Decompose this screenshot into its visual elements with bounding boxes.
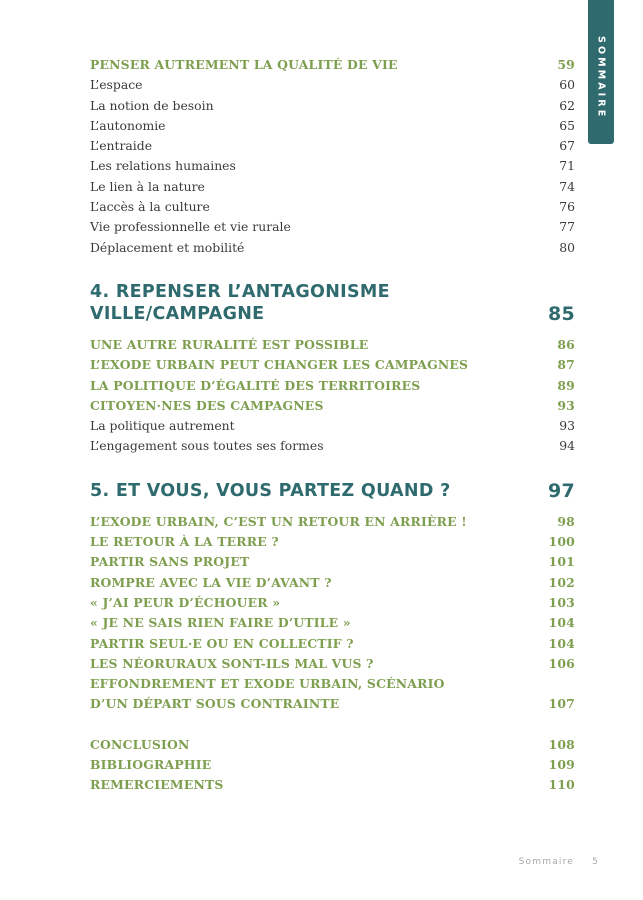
toc-entry-page: 102 <box>548 574 575 590</box>
spacer <box>90 715 575 735</box>
toc-entry[interactable] <box>90 75 575 95</box>
spacer <box>90 325 575 335</box>
toc-entry-label: L’EXODE URBAIN PEUT CHANGER LES CAMPAGNES <box>90 357 469 373</box>
toc-entry-label: CONCLUSION <box>90 736 190 752</box>
toc-entry-page: 93 <box>559 418 575 434</box>
toc-entry[interactable] <box>90 136 575 156</box>
toc-entry[interactable] <box>90 376 575 396</box>
toc-entry[interactable] <box>90 735 575 755</box>
footer-section-name: Sommaire <box>518 857 575 867</box>
toc-entry-label: ROMPRE AVEC LA VIE D’AVANT ? <box>90 574 332 590</box>
toc-entry[interactable] <box>90 416 575 436</box>
toc-entry-page: 76 <box>559 199 575 215</box>
toc-entry[interactable] <box>90 96 575 116</box>
toc-entry-page: 59 <box>557 57 575 72</box>
toc-entry-label-line: D’UN DÉPART SOUS CONTRAINTE <box>90 696 340 712</box>
chapter-title-line: 4. REPENSER L’ANTAGONISME <box>90 281 390 302</box>
toc-entry[interactable] <box>90 755 575 775</box>
toc-entry-label: BIBLIOGRAPHIE <box>90 757 212 773</box>
toc-entry[interactable] <box>90 436 575 456</box>
toc-entry[interactable] <box>90 512 575 532</box>
spacer <box>90 457 575 480</box>
toc-entry-label: La notion de besoin <box>90 97 214 113</box>
toc-entry[interactable] <box>90 634 575 654</box>
toc-entry-label: LA POLITIQUE D’ÉGALITÉ DES TERRITOIRES <box>90 377 421 393</box>
toc-entry-page: 80 <box>559 239 575 255</box>
toc-entry-page: 77 <box>559 219 575 235</box>
toc-entry-label <box>90 674 537 715</box>
toc-entry-heading[interactable] <box>90 55 575 75</box>
toc-entry-label: « J’AI PEUR D’ÉCHOUER » <box>90 594 281 610</box>
toc-entry-label: CITOYEN·NES DES CAMPAGNES <box>90 397 324 413</box>
toc-entry-label: La politique autrement <box>90 418 235 434</box>
toc-entry[interactable] <box>90 532 575 552</box>
toc-entry-multiline[interactable] <box>90 674 575 715</box>
toc-entry[interactable] <box>90 552 575 572</box>
toc-entry-label: PENSER AUTREMENT LA QUALITÉ DE VIE <box>90 57 398 72</box>
toc-entry[interactable] <box>90 116 575 136</box>
toc-entry-label: LES NÉORURAUX SONT-ILS MAL VUS ? <box>90 655 374 671</box>
toc-entry-label: UNE AUTRE RURALITÉ EST POSSIBLE <box>90 336 369 352</box>
toc-entry[interactable] <box>90 613 575 633</box>
toc-entry-page: 67 <box>559 138 575 154</box>
section-back-matter <box>90 735 575 796</box>
toc-entry-page: 101 <box>548 554 575 570</box>
toc-entry-label: PARTIR SEUL·E OU EN COLLECTIF ? <box>90 635 354 651</box>
chapter-title <box>90 480 451 502</box>
toc-entry-label: L’entraide <box>90 138 153 154</box>
section-qualite-de-vie <box>90 55 575 258</box>
section-chapter-5 <box>90 512 575 715</box>
toc-entry-page: 106 <box>548 655 575 671</box>
toc-entry[interactable] <box>90 775 575 795</box>
toc-entry-label: PARTIR SANS PROJET <box>90 554 250 570</box>
spacer <box>90 502 575 512</box>
toc-entry-page: 103 <box>548 594 575 610</box>
section-chapter-4 <box>90 335 575 457</box>
toc-entry-label: L’espace <box>90 77 143 93</box>
toc-entry-label-line: EFFONDREMENT ET EXODE URBAIN, SCÉNARIO <box>90 676 445 692</box>
toc-entry-label: L’engagement sous toutes ses formes <box>90 438 324 454</box>
toc-entry-page: 104 <box>548 615 575 631</box>
toc-entry[interactable] <box>90 654 575 674</box>
toc-entry-label: L’EXODE URBAIN, C’EST UN RETOUR EN ARRIÈRE ! <box>90 513 467 529</box>
toc-entry[interactable] <box>90 335 575 355</box>
toc-entry-page: 98 <box>557 513 575 529</box>
toc-entry-label: REMERCIEMENTS <box>90 777 224 793</box>
sommaire-side-tab[interactable] <box>588 0 614 144</box>
toc-entry-label: L’autonomie <box>90 117 166 133</box>
toc-entry-label: Les relations humaines <box>90 158 236 174</box>
chapter-page: 97 <box>547 479 575 502</box>
toc-entry[interactable] <box>90 238 575 258</box>
chapter-title-line: 5. ET VOUS, VOUS PARTEZ QUAND ? <box>90 480 451 501</box>
page-footer <box>519 857 599 867</box>
toc-entry-page: 93 <box>557 397 575 413</box>
toc-entry-page: 62 <box>559 97 575 113</box>
toc-entry[interactable] <box>90 156 575 176</box>
toc-entry[interactable] <box>90 593 575 613</box>
toc-entry-label: « JE NE SAIS RIEN FAIRE D’UTILE » <box>90 615 351 631</box>
toc-entry-page: 109 <box>548 757 575 773</box>
toc-entry[interactable] <box>90 573 575 593</box>
toc-entry[interactable] <box>90 197 575 217</box>
toc-entry-page: 108 <box>548 736 575 752</box>
toc-entry[interactable] <box>90 177 575 197</box>
toc-entry-label: L’accès à la culture <box>90 199 210 215</box>
spacer <box>90 258 575 281</box>
toc-entry-page: 100 <box>548 534 575 550</box>
toc-entry-label: Le lien à la nature <box>90 178 205 194</box>
toc-entry-page: 107 <box>548 696 575 712</box>
toc-entry-page: 89 <box>557 377 575 393</box>
table-of-contents <box>90 55 575 796</box>
chapter-page: 85 <box>547 302 575 325</box>
chapter-5-heading[interactable] <box>90 480 575 502</box>
chapter-title <box>90 281 390 325</box>
toc-entry-label: Déplacement et mobilité <box>90 239 245 255</box>
toc-entry-page: 104 <box>548 635 575 651</box>
chapter-title-line: VILLE/CAMPAGNE <box>90 303 265 324</box>
toc-entry-page: 87 <box>557 357 575 373</box>
toc-entry-label: LE RETOUR À LA TERRE ? <box>90 534 279 550</box>
toc-entry[interactable] <box>90 396 575 416</box>
toc-entry[interactable] <box>90 217 575 237</box>
toc-entry-page: 65 <box>559 117 575 133</box>
toc-entry-page: 86 <box>557 336 575 352</box>
toc-entry-page: 94 <box>559 438 575 454</box>
footer-page-number: 5 <box>592 857 599 867</box>
toc-entry-page: 74 <box>559 178 575 194</box>
toc-entry-page: 110 <box>548 777 575 793</box>
toc-entry-page: 71 <box>559 158 575 174</box>
chapter-4-heading[interactable] <box>90 281 575 325</box>
toc-entry-page: 60 <box>559 77 575 93</box>
toc-entry-label: Vie professionnelle et vie rurale <box>90 219 291 235</box>
side-tab-label: SOMMAIRE <box>595 36 607 120</box>
toc-entry[interactable] <box>90 355 575 375</box>
